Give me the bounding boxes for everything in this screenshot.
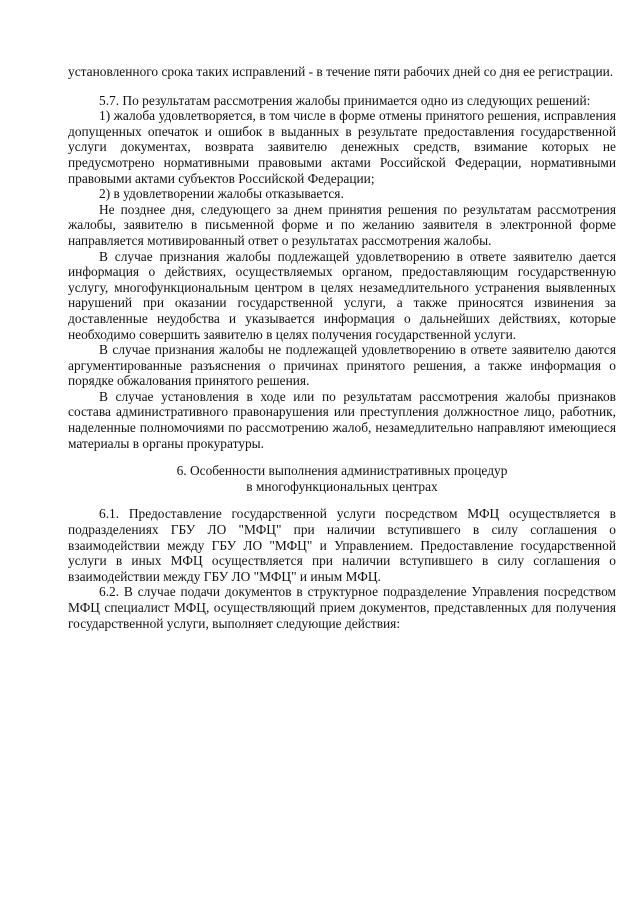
paragraph-response-deadline: Не позднее дня, следующего за днем принятия решения по результатам рассмотрения жалобы, заявителю в письменной форме и по желанию заявителя в электронной форме направляется мотивированный ответ о результатах рассмотрения жалобы.: [68, 201, 616, 248]
paragraph-complaint-satisfied: В случае признания жалобы подлежащей удовлетворению в ответе заявителю дается информация о действиях, осуществляемых органом, предоставляющим государственную услугу, многофункциональным центром в целях незамедлительного устранения выявленных нарушений при оказании государственной услуги, а также приносятся извинения за доставленные неудобства и указывается информация о дальнейших действиях, которые необходимо совершить заявителю в целях получения государственной услуги.: [68, 248, 616, 342]
paragraph-complaint-rejected: В случае признания жалобы не подлежащей удовлетворению в ответе заявителю даются аргументированные разъяснения о причинах принятого решения, а также информация о порядке обжалования принятого решения.: [68, 342, 616, 389]
document-body: [68, 64, 616, 631]
paragraph-6-1: 6.1. Предоставление государственной услуги посредством МФЦ осуществляется в подразделениях ГБУ ЛО "МФЦ" при наличии вступившего в силу соглашения о взаимодействии между ГБУ ЛО "МФЦ" и Управлением. Предоставление государственной услуги в иных МФЦ осуществляется при наличии вступившего в силу соглашения о взаимодействии между ГБУ ЛО "МФЦ" и иным МФЦ.: [68, 506, 616, 584]
paragraph-prosecution: В случае установления в ходе или по результатам рассмотрения жалобы признаков состава административного правонарушения или преступления должностное лицо, работник, наделенные полномочиями по рассмотрению жалоб, незамедлительно направляют имеющиеся материалы в органы прокуратуры.: [68, 388, 616, 451]
paragraph-6-2: 6.2. В случае подачи документов в структурное подразделение Управления посредством МФЦ специалист МФЦ, осуществляющий прием документов, представленных для получения государственной услуги, выполняет следующие действия:: [68, 584, 616, 631]
section-6-heading-line-2: в многофункциональных центрах: [246, 478, 438, 494]
section-6-heading-line-1: 6. Особенности выполнения административных процедур: [176, 463, 508, 479]
paragraph-registration-deadline: установленного срока таких исправлений - в течение пяти рабочих дней со дня ее регистрации.: [68, 64, 614, 79]
paragraph-decision-1: 1) жалоба удовлетворяется, в том числе в форме отмены принятого решения, исправления допущенных опечаток и ошибок в выданных в результате предоставления государственной услуги документах, возврата заявителю денежных средств, взимание которых не предусмотрено нормативными правовыми актами Российской Федерации, нормативными правовыми актами субъектов Российской Федерации;: [68, 108, 616, 186]
paragraph-5-7: 5.7. По результатам рассмотрения жалобы принимается одно из следующих решений:: [99, 92, 591, 108]
section-6-heading: [68, 463, 616, 494]
paragraph-decision-2: 2) в удовлетворении жалобы отказывается.: [99, 186, 344, 202]
